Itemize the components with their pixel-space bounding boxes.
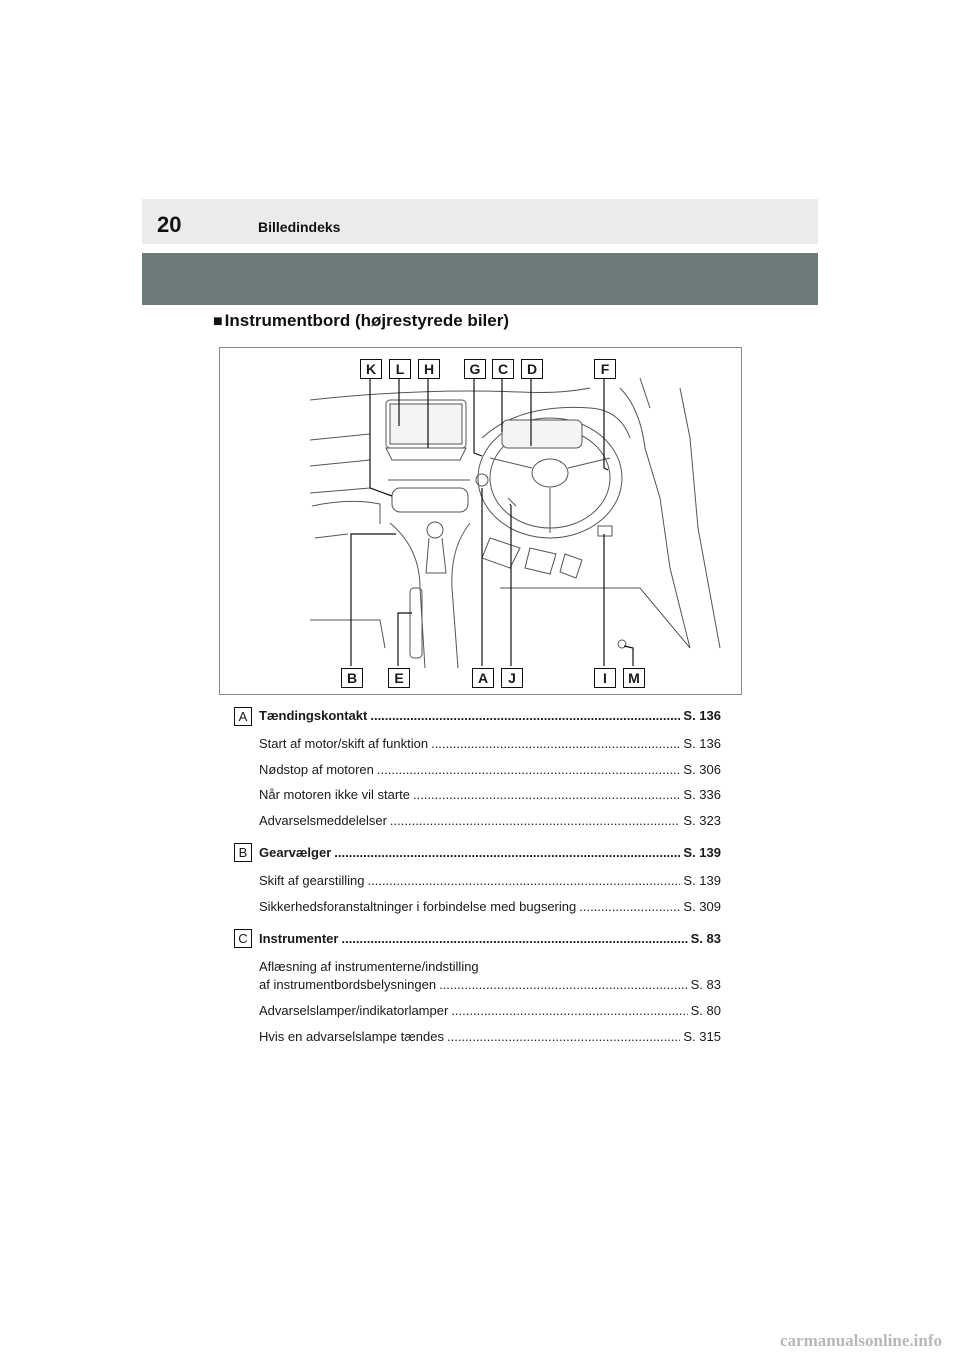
entry-item-row — [259, 1003, 721, 1019]
page-reference: S. 309 — [683, 899, 721, 914]
page-reference: S. 139 — [683, 873, 721, 888]
callout-h: H — [418, 359, 440, 379]
entry-item-row — [259, 762, 721, 778]
callout-l: L — [389, 359, 411, 379]
chapter-band — [142, 253, 818, 305]
page-reference: S. 315 — [683, 1029, 721, 1044]
entry-item-row — [259, 1029, 721, 1045]
dot-leader — [439, 977, 688, 993]
page-reference: S. 139 — [683, 845, 721, 860]
page-reference: S. 136 — [683, 708, 721, 723]
item-label: Nødstop af motoren — [259, 762, 374, 777]
square-bullet-icon: ■ — [213, 313, 223, 330]
dot-leader — [413, 787, 680, 803]
page-reference: S. 136 — [683, 736, 721, 751]
callout-a: A — [472, 668, 494, 688]
callout-e: E — [388, 668, 410, 688]
subheading — [213, 311, 509, 331]
item-label-line1: Aflæsning af instrumenterne/indstilling — [259, 959, 479, 974]
item-label: Hvis en advarselslampe tændes — [259, 1029, 444, 1044]
section-title: Billedindeks — [258, 219, 341, 235]
page-reference: S. 80 — [690, 1003, 721, 1018]
watermark: carmanualsonline.info — [780, 1331, 942, 1350]
callout-c: C — [492, 359, 514, 379]
entry-title-row — [259, 845, 721, 861]
subheading-text: Instrumentbord (højrestyrede biler) — [224, 311, 509, 330]
entry-item-row — [259, 873, 721, 889]
page-reference: S. 336 — [683, 787, 721, 802]
callout-k: K — [360, 359, 382, 379]
callout-g: G — [464, 359, 486, 379]
item-label: Skift af gearstilling — [259, 873, 365, 888]
dot-leader — [368, 873, 681, 889]
item-label: af instrumentbordsbelysningen — [259, 977, 437, 992]
item-label: Advarselsmeddelelser — [259, 813, 387, 828]
dot-leader — [377, 762, 681, 778]
page-number: 20 — [157, 212, 182, 237]
dot-leader — [390, 813, 681, 829]
item-label: Advarselslamper/indikatorlamper — [259, 1003, 449, 1018]
page-header-bar — [142, 199, 818, 244]
dashboard-drawing — [220, 348, 741, 694]
dot-leader — [370, 708, 680, 724]
entry-item-row — [259, 813, 721, 829]
callout-i: I — [594, 668, 616, 688]
dot-leader — [341, 931, 687, 947]
dot-leader — [334, 845, 680, 861]
page-reference: S. 83 — [690, 977, 721, 992]
item-label: Sikkerhedsforanstaltninger i forbindelse med bugsering — [259, 899, 577, 914]
dot-leader — [447, 1029, 680, 1045]
entry-letter-a: A — [234, 707, 252, 726]
dot-leader — [579, 899, 680, 915]
callout-b: B — [341, 668, 363, 688]
entry-title: Tændingskontakt — [259, 708, 368, 723]
entry-title: Gearvælger — [259, 845, 332, 860]
entry-item-row — [259, 787, 721, 803]
entry-title: Instrumenter — [259, 931, 339, 946]
dot-leader — [451, 1003, 687, 1019]
entry-title-row — [259, 708, 721, 724]
dashboard-illustration — [219, 347, 742, 695]
entry-letter-c: C — [234, 929, 252, 948]
item-label: Start af motor/skift af funktion — [259, 736, 429, 751]
callout-d: D — [521, 359, 543, 379]
page-reference: S. 306 — [683, 762, 721, 777]
page-reference: S. 83 — [690, 931, 721, 946]
item-label: Når motoren ikke vil starte — [259, 787, 410, 802]
entry-item-row — [259, 736, 721, 752]
entry-title-row — [259, 931, 721, 947]
entry-item-row — [259, 899, 721, 915]
dot-leader — [431, 736, 680, 752]
page-reference: S. 323 — [683, 813, 721, 828]
entry-item-row — [259, 977, 721, 993]
entry-letter-b: B — [234, 843, 252, 862]
callout-j: J — [501, 668, 523, 688]
callout-m: M — [623, 668, 645, 688]
callout-f: F — [594, 359, 616, 379]
